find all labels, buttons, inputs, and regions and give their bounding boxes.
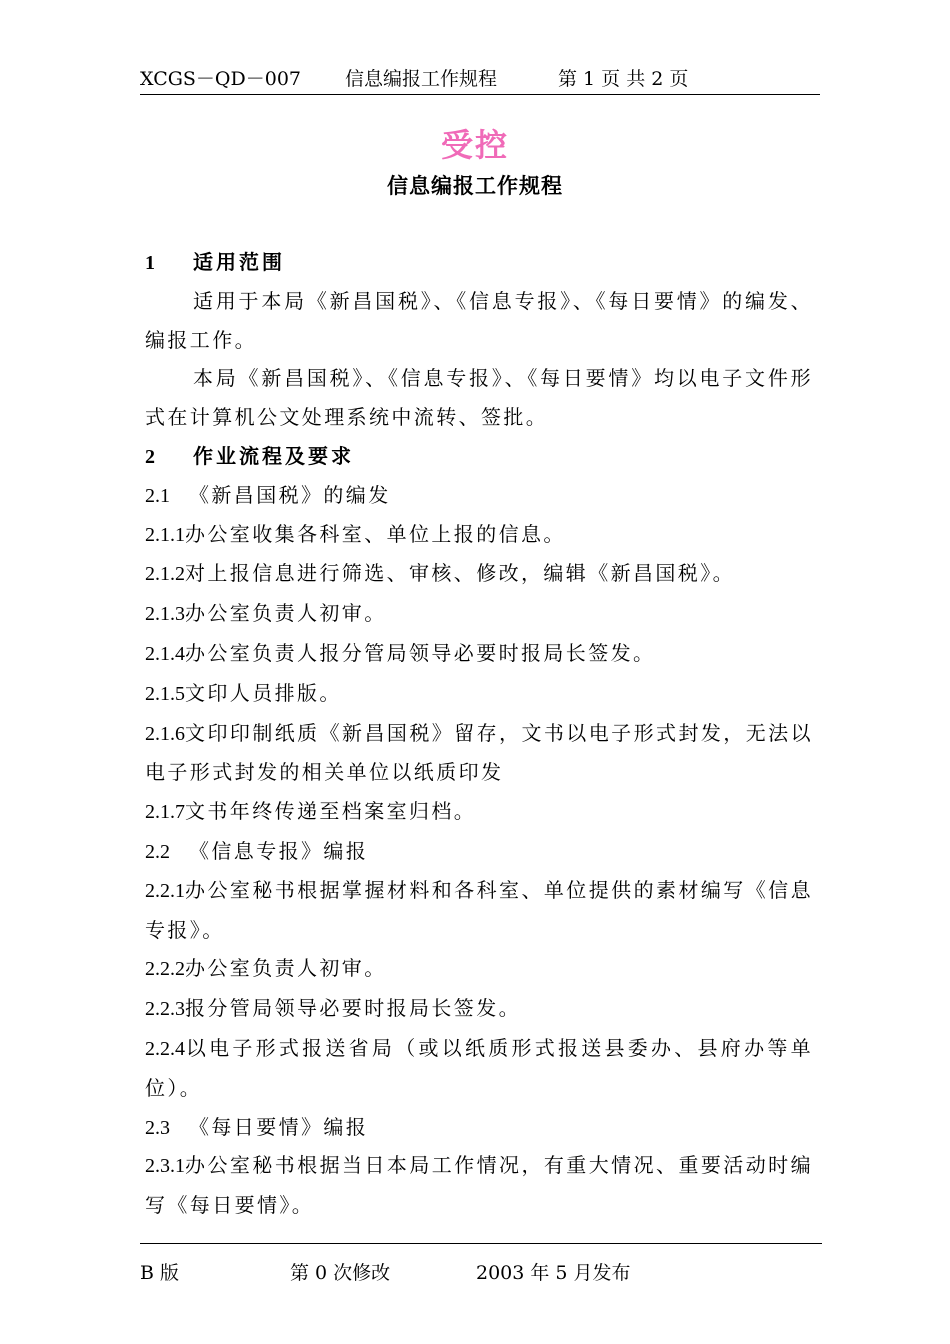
- section-1-heading: [145, 243, 813, 282]
- item-text: 文印人员排版。: [185, 680, 342, 705]
- release-date: 2003 年 5 月发布: [476, 1262, 631, 1284]
- list-item: [145, 989, 813, 1029]
- subsection-heading: [145, 476, 813, 515]
- section-number: 2: [145, 445, 158, 468]
- list-item: [145, 674, 813, 714]
- item-text: 办公室负责人报分管局领导必要时报局长签发。: [185, 640, 656, 665]
- subsection-heading: [145, 832, 813, 871]
- document-title: 信息编报工作规程: [387, 174, 563, 198]
- subsection-title: 《新昌国税》的编发: [189, 482, 391, 507]
- subsection-heading: [145, 1108, 813, 1147]
- subsection-title: 《信息专报》编报: [189, 838, 369, 863]
- document-body: [145, 243, 813, 1225]
- list-item: [145, 792, 813, 832]
- list-item: [145, 554, 813, 594]
- item-number: 2.1.5: [145, 682, 185, 705]
- item-number: 2.2.2: [145, 958, 185, 981]
- item-text: 对上报信息进行筛选、审核、修改，编辑《新昌国税》。: [185, 561, 735, 586]
- section-title: 适用范围: [193, 250, 285, 274]
- page-footer: [140, 1258, 822, 1284]
- item-number: 2.1.7: [145, 801, 185, 824]
- item-number: 2.2.3: [145, 998, 185, 1021]
- item-text: 办公室收集各科室、单位上报的信息。: [185, 521, 566, 546]
- revision-label: 第 0 次修改: [290, 1262, 391, 1284]
- item-number: 2.2.1: [145, 879, 185, 902]
- item-number: 2.1.2: [145, 563, 185, 586]
- item-number: 2.3.1: [145, 1155, 185, 1178]
- list-item: [145, 634, 813, 674]
- item-text: 办公室负责人初审。: [185, 956, 387, 981]
- list-item: [145, 1146, 813, 1225]
- subsection-number: 2.2: [145, 840, 170, 863]
- section-2-heading: [145, 437, 813, 476]
- item-text: 办公室秘书根据掌握材料和各科室、单位提供的素材编写《信息专报》。: [145, 877, 813, 942]
- list-item: [145, 1029, 813, 1108]
- item-number: 2.1.4: [145, 642, 185, 665]
- section-number: 1: [145, 252, 158, 274]
- subsection-number: 2.3: [145, 1116, 170, 1139]
- item-number: 2.2.4: [145, 1037, 185, 1060]
- subsection-number: 2.1: [145, 484, 170, 507]
- item-text: 办公室负责人初审。: [185, 601, 387, 626]
- list-item: [145, 515, 813, 555]
- version-label: B 版: [140, 1262, 180, 1284]
- item-text: 文印印制纸质《新昌国税》留存，文书以电子形式封发，无法以电子形式封发的相关单位以纸质印发: [145, 720, 813, 785]
- item-text: 报分管局领导必要时报局长签发。: [185, 996, 521, 1021]
- list-item: [145, 594, 813, 634]
- list-item: [145, 871, 813, 950]
- footer-divider: [140, 1243, 822, 1244]
- paragraph: 适用于本局《新昌国税》、《信息专报》、《每日要情》的编发、编报工作。: [145, 288, 813, 352]
- doc-code: XCGS－QD－007: [140, 68, 301, 90]
- page-header: [140, 64, 820, 95]
- controlled-stamp: 受控: [440, 126, 509, 164]
- item-text: 以电子形式报送省局（或以纸质形式报送县委办、县府办等单位）。: [145, 1035, 813, 1100]
- list-item: [145, 949, 813, 989]
- item-number: 2.1.6: [145, 722, 185, 745]
- item-text: 办公室秘书根据当日本局工作情况，有重大情况、重要活动时编写《每日要情》。: [145, 1153, 813, 1218]
- item-number: 2.1.1: [145, 523, 185, 546]
- section-title: 作业流程及要求: [193, 443, 354, 468]
- page-info: 第 1 页 共 2 页: [558, 68, 689, 90]
- subsection-title: 《每日要情》编报: [189, 1114, 369, 1139]
- list-item: [145, 714, 813, 793]
- item-number: 2.1.3: [145, 603, 185, 626]
- header-doc-title: 信息编报工作规程: [345, 68, 498, 90]
- item-text: 文书年终传递至档案室归档。: [185, 799, 477, 824]
- paragraph: 本局《新昌国税》、《信息专报》、《每日要情》均以电子文件形式在计算机公文处理系统中流转、签批。: [145, 366, 813, 430]
